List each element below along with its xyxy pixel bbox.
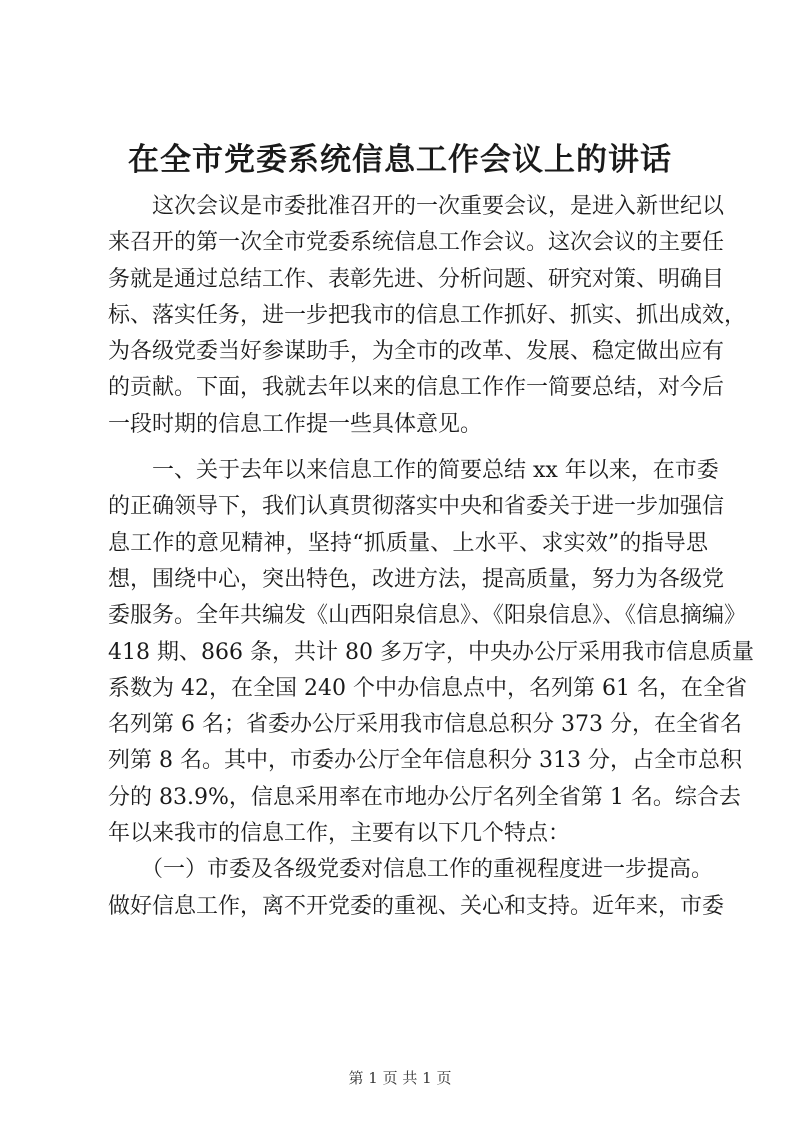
document-title: 在全市党委系统信息工作会议上的讲话 xyxy=(128,142,672,178)
text-line: 来召开的第一次全市党委系统信息工作会议。这次会议的主要任 xyxy=(108,230,725,256)
text-line: 这次会议是市委批准召开的一次重要会议，是进入新世纪以 xyxy=(108,194,725,219)
text-line: 务就是通过总结工作、表彰先进、分析问题、研究对策、明确目 xyxy=(108,266,725,292)
text-line: 标、落实任务，进一步把我市的信息工作抓好、抓实、抓出成效， xyxy=(108,302,747,328)
text-line: 息工作的意见精神，坚持“抓质量、上水平、求实效”的指导思 xyxy=(108,530,708,556)
text-line: 系数为 42，在全国 240 个中办信息点中，名列第 61 名，在全省 xyxy=(108,675,747,701)
text-line: 列第 8 名。其中，市委办公厅全年信息积分 313 分，占全市总积 xyxy=(108,748,742,774)
text-line: 一、关于去年以来信息工作的简要总结 xx 年以来，在市委 xyxy=(108,458,719,484)
text-line: （一）市委及各级党委对信息工作的重视程度进一步提高。 xyxy=(108,857,714,883)
paragraph-gap xyxy=(108,443,708,453)
text-line: 的贡献。下面，我就去年以来的信息工作作一简要总结，对今后 xyxy=(108,375,725,401)
document-body xyxy=(108,189,754,925)
text-line: 名列第 6 名；省委办公厅采用我市信息总积分 373 分，在全省名 xyxy=(108,712,742,738)
text-line: 分的 83.9%，信息采用率在市地办公厅名列全省第 1 名。综合去 xyxy=(108,784,741,810)
text-line: 想，围绕中心，突出特色，改进方法，提高质量，努力为各级党 xyxy=(108,566,725,592)
text-line: 年以来我市的信息工作，主要有以下几个特点： xyxy=(108,821,571,847)
paragraph-2 xyxy=(108,453,754,852)
paragraph-3 xyxy=(108,852,725,925)
text-line: 的正确领导下，我们认真贯彻落实中央和省委关于进一步加强信 xyxy=(108,494,725,520)
text-line: 委服务。全年共编发《山西阳泉信息》、《阳泉信息》、《信息摘编》 xyxy=(108,603,747,629)
page-footer: 第 1 页 共 1 页 xyxy=(348,1069,452,1087)
text-line: 一段时期的信息工作提一些具体意见。 xyxy=(108,411,483,437)
text-line: 为各级党委当好参谋助手，为全市的改革、发展、稳定做出应有 xyxy=(108,339,725,365)
text-line: 做好信息工作，离不开党委的重视、关心和支持。近年来，市委 xyxy=(108,893,725,919)
paragraph-1 xyxy=(108,189,747,443)
text-line: 418 期、866 条，共计 80 多万字，中央办公厅采用我市信息质量 xyxy=(108,639,754,665)
